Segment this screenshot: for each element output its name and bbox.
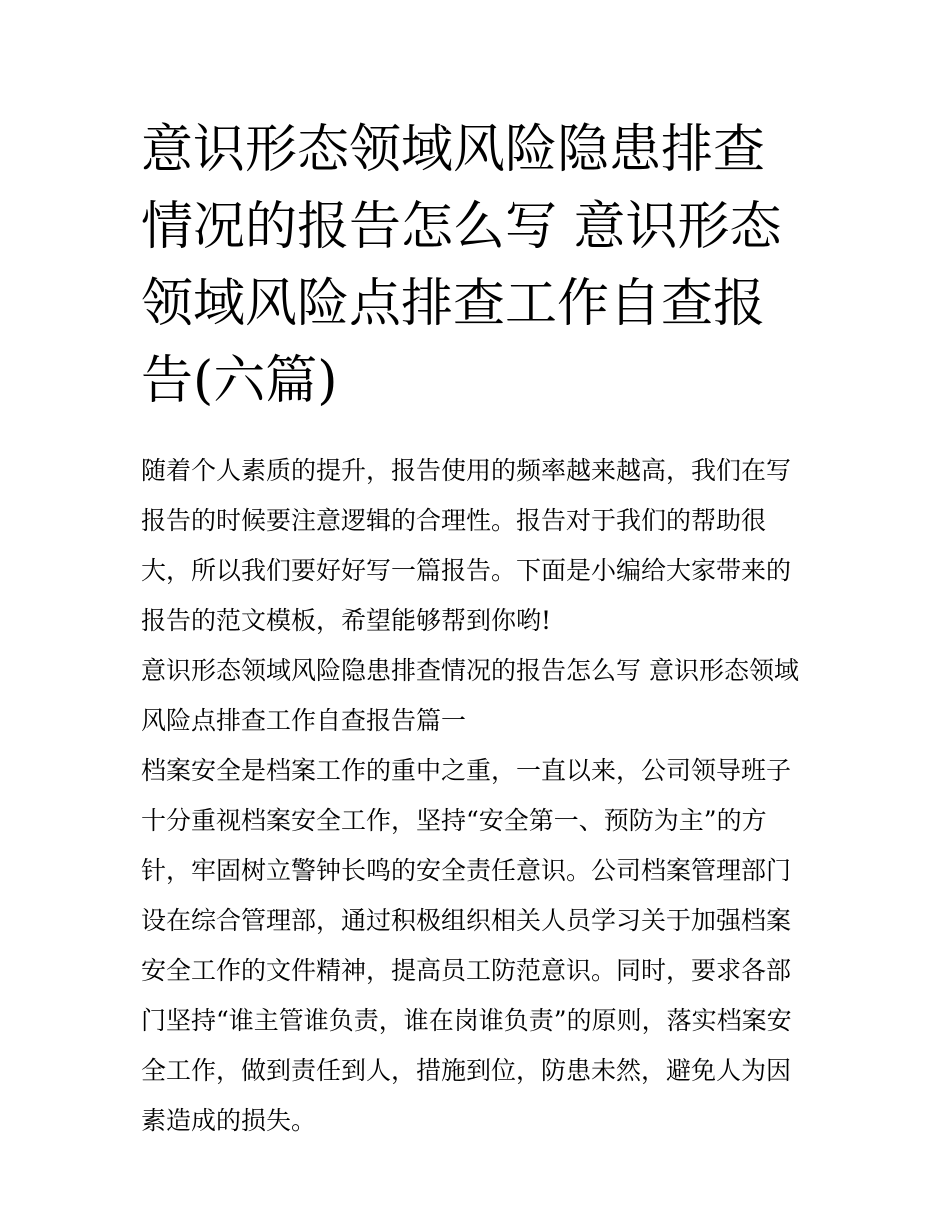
intro-paragraph: 随着个人素质的提升，报告使用的频率越来越高，我们在写报告的时候要注意逻辑的合理性。报告对于我们的帮助很大，所以我们要好好写一篇报告。下面是小编给大家带来的报告的范文模板，希望能够帮到你哟! (141, 456, 792, 635)
section-heading: 意识形态领域风险隐患排查情况的报告怎么写 意识形态领域风险点排查工作自查报告篇一 (141, 656, 799, 735)
document-content (141, 112, 813, 1146)
body-paragraph: 档案安全是档案工作的重中之重，一直以来，公司领导班子十分重视档案安全工作，坚持“安全第一、预防为主”的方针，牢固树立警钟长鸣的安全责任意识。公司档案管理部门设在综合管理部，通过积极组织相关人员学习关于加强档案安全工作的文件精神，提高员工防范意识。同时，要求各部门坚持“谁主管谁负责，谁在岗谁负责”的原则，落实档案安全工作，做到责任到人，措施到位，防患未然，避免人为因素造成的损失。 (141, 756, 792, 1135)
document-title: 意识形态领域风险隐患排查情况的报告怎么写 意识形态领域风险点排查工作自查报告(六篇) (141, 120, 782, 411)
